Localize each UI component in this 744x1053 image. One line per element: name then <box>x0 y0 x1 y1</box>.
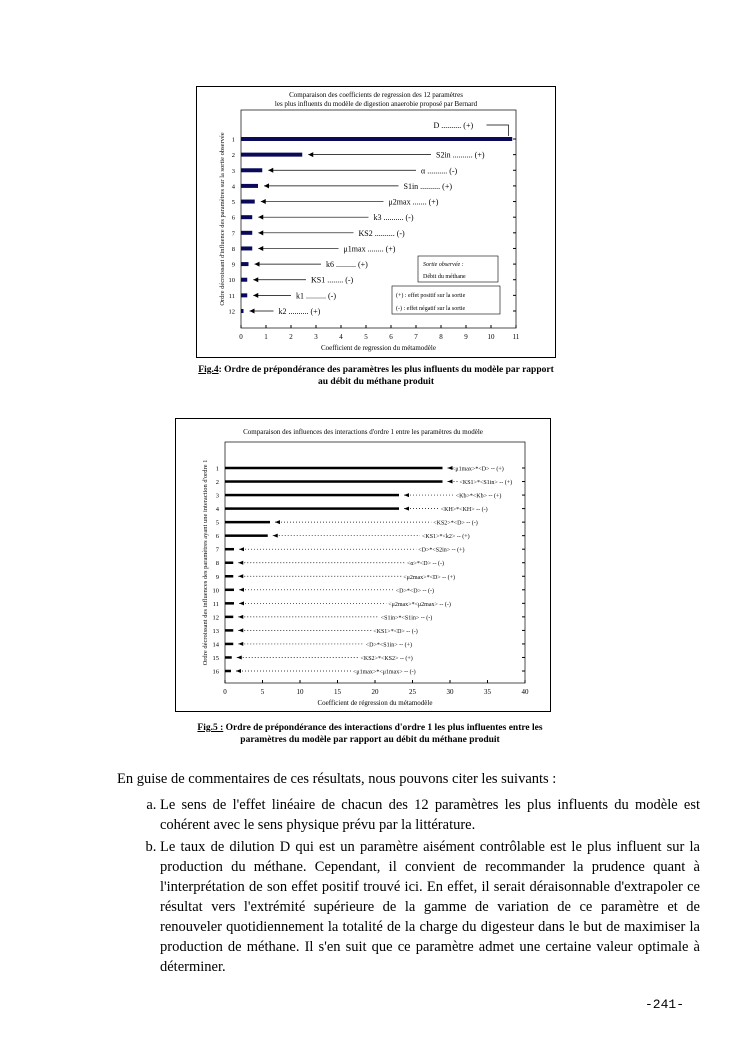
figure-4-chart <box>196 86 556 358</box>
bar <box>225 507 399 510</box>
bar-annotation: S1in .......... (+) <box>403 181 453 191</box>
y-tick-label: 2 <box>215 479 219 487</box>
bar-annotation: KS1 ........ (-) <box>311 275 354 285</box>
x-tick-label: 11 <box>512 333 520 341</box>
x-tick-label: 4 <box>339 333 343 341</box>
bar-annotation: <S1in>*<S1in> -- (-) <box>380 615 433 622</box>
bar-annotation: <μ1max>*<μ1max> -- (-) <box>353 669 416 676</box>
x-tick-label: 40 <box>521 688 529 696</box>
bar-annotation: α .......... (-) <box>421 166 458 176</box>
y-tick-label: 13 <box>212 627 219 635</box>
y-tick-label: 16 <box>212 668 219 676</box>
arrow-head <box>238 561 243 565</box>
bar-annotation: <α>*<D> -- (-) <box>407 561 445 568</box>
annotation-arrow <box>487 125 509 136</box>
fig5-label: Fig.5 : <box>197 723 224 733</box>
arrow-head <box>264 183 269 188</box>
bar <box>241 137 512 141</box>
x-tick-label: 2 <box>289 333 293 341</box>
y-tick-label: 12 <box>212 614 219 622</box>
bar-annotation: k1 .......... (-) <box>296 291 336 301</box>
x-tick-label: 20 <box>371 688 379 696</box>
legend-text: Sortie observée : <box>423 262 464 268</box>
y-tick-label: 3 <box>231 167 235 175</box>
bar <box>225 629 233 632</box>
arrow-head <box>250 309 255 314</box>
arrow-head <box>238 642 243 646</box>
arrow-head <box>239 588 244 592</box>
y-tick-label: 4 <box>231 183 235 191</box>
bar-annotation: <KS1>*<k2> -- (+) <box>422 534 470 541</box>
chart-title: Comparaison des influences des interactions d'ordre 1 entre les paramètres du modèle <box>243 428 483 436</box>
chart-frame <box>176 419 551 712</box>
bar <box>225 589 234 592</box>
bar <box>225 467 443 470</box>
arrow-head <box>268 168 273 173</box>
x-tick-label: 5 <box>260 688 265 696</box>
comment-list <box>117 795 700 979</box>
x-tick-label: 5 <box>364 333 368 341</box>
y-tick-label: 11 <box>212 600 219 608</box>
bar <box>241 262 249 266</box>
x-tick-label: 10 <box>296 688 304 696</box>
bar-annotation: <D>*<S2in> -- (+) <box>418 547 465 554</box>
bar <box>241 231 252 235</box>
y-tick-label: 2 <box>231 152 235 160</box>
y-tick-label: 8 <box>215 560 219 568</box>
bar <box>225 643 233 646</box>
arrow-head <box>308 152 313 157</box>
fig5-text: Ordre de prépondérance des interactions d'ordre 1 les plus influentes entre les paramètres du modèle par rapport au débit du méthane produit <box>223 723 543 745</box>
arrow-head <box>237 655 242 659</box>
y-tick-label: 15 <box>212 654 219 662</box>
bar <box>225 534 268 537</box>
arrow-head <box>258 230 263 235</box>
fig4-label: Fig.4 <box>198 365 219 375</box>
arrow-head <box>261 199 266 204</box>
bar <box>225 521 270 524</box>
bar <box>225 480 443 483</box>
y-tick-label: 14 <box>212 641 219 649</box>
y-tick-label: 6 <box>231 214 235 222</box>
arrow-head <box>404 507 409 511</box>
bar-annotation: <KS2>*<KS2> -- (+) <box>360 655 413 662</box>
y-tick-label: 5 <box>231 199 235 207</box>
bar-annotation: <KS1>*<D> -- (-) <box>373 628 418 635</box>
bar-annotation: μ1max ........ (+) <box>343 244 396 254</box>
bar-annotation: <μ2max>*<μ2max> -- (-) <box>388 601 451 608</box>
x-tick-label: 0 <box>239 333 243 341</box>
x-tick-label: 0 <box>223 688 227 696</box>
chart-title-line2: les plus influents du modèle de digestion anaerobie proposé par Bernard <box>274 100 478 108</box>
figure-5-caption <box>180 722 560 746</box>
arrow-head <box>255 262 260 267</box>
y-tick-label: 7 <box>215 546 219 554</box>
bar <box>225 494 399 497</box>
bar-annotation: <KS1>*<S1in> -- (+) <box>459 480 513 487</box>
arrow-head <box>253 293 258 298</box>
y-tick-label: 11 <box>228 292 235 300</box>
x-tick-label: 30 <box>446 688 454 696</box>
list-item: a. Le sens de l'effet linéaire de chacun des 12 paramètres les plus influents du modèle est cohérent avec le sens physique prévu par la littérature. <box>160 795 700 835</box>
arrow-head <box>448 480 453 484</box>
bar <box>241 246 252 250</box>
bar-annotation: k3 .......... (-) <box>373 213 414 223</box>
arrow-head <box>273 534 278 538</box>
bar <box>225 616 233 619</box>
x-tick-label: 8 <box>439 333 443 341</box>
bar-annotation: <KS2>*<D> -- (-) <box>433 520 478 527</box>
intro-paragraph: En guise de commentaires de ces résultats, nous pouvons citer les suivants : <box>117 771 557 787</box>
arrow-head <box>253 277 258 282</box>
bar-annotation: <D>*<S1in> -- (+) <box>365 642 412 649</box>
bar-annotation: <μ2max>*<D> -- (+) <box>403 574 456 581</box>
y-tick-label: 1 <box>215 465 219 473</box>
bar <box>225 656 232 659</box>
bar-annotation: <μ1max>*<D> -- (+) <box>452 466 504 473</box>
list-item: b. Le taux de dilution D qui est un paramètre aisément contrôlable est le plus influent sur la production du méthane. Cependant, il convient de recommander la prudence quant à l'interprétation de son effet positif trouvé ici. En effet, il serait déraisonnable d'extrapoler ce résultat vers l'extrémité supérieure de la gamme de variation de ce paramètre et de renouveler quotidiennement la totalité de la charge du digesteur dans le but de maximiser la production de méthane. Il s'en suit que ce paramètre admet une certaine valeur optimale à déterminer. <box>160 837 700 977</box>
y-tick-label: 12 <box>228 308 235 316</box>
y-tick-label: 10 <box>212 587 219 595</box>
arrow-head <box>258 215 263 220</box>
arrow-head <box>258 246 263 251</box>
bar <box>241 184 258 188</box>
x-tick-label: 25 <box>409 688 416 696</box>
page-number: -241- <box>645 997 685 1012</box>
legend-text: (-) : effet négatif sur la sortie <box>396 306 466 312</box>
y-tick-label: 9 <box>215 573 219 581</box>
x-tick-label: 3 <box>314 333 318 341</box>
x-axis-label: Coefficient de regression du métamodèle <box>321 344 436 352</box>
x-tick-label: 35 <box>484 688 491 696</box>
chart-title: Comparaison des coefficients de regression des 12 paramètres <box>289 91 463 99</box>
x-tick-label: 6 <box>389 333 393 341</box>
x-tick-label: 15 <box>334 688 341 696</box>
bar-annotation: <D>*<D> -- (-) <box>395 588 434 595</box>
arrow-head <box>275 520 280 524</box>
bar <box>225 561 233 564</box>
legend-text: Débit du méthane <box>423 274 466 280</box>
figure-5-chart <box>175 418 551 712</box>
bar <box>241 153 302 157</box>
y-tick-label: 8 <box>231 245 235 253</box>
y-axis-label: Ordre décroissant des influences des paramètres ayant une interaction d'ordre 1 <box>202 459 209 666</box>
bar <box>241 200 255 204</box>
y-tick-label: 9 <box>231 261 235 269</box>
arrow-head <box>236 669 241 673</box>
arrow-head <box>238 628 243 632</box>
x-tick-label: 9 <box>464 333 468 341</box>
bar-annotation: D .......... (+) <box>433 121 474 130</box>
x-axis-label: Coefficient de régression du métamodèle <box>317 699 433 707</box>
bar <box>241 215 252 219</box>
bar <box>225 575 233 578</box>
arrow-head <box>404 493 409 497</box>
bar-annotation: <KH>*<KH> -- (-) <box>440 507 488 514</box>
y-axis-label: Ordre décroissant d'influence des paramètres sur la sortie observée <box>219 132 226 306</box>
bar <box>241 168 262 172</box>
bar <box>225 602 234 605</box>
bar-annotation: μ2max ....... (+) <box>388 197 439 207</box>
y-tick-label: 1 <box>231 136 235 144</box>
arrow-head <box>238 615 243 619</box>
y-tick-label: 10 <box>228 277 235 285</box>
bar <box>225 548 234 551</box>
y-tick-label: 6 <box>215 533 219 541</box>
y-tick-label: 5 <box>215 519 219 527</box>
fig4-text: : Ordre de prépondérance des paramètres les plus influents du modèle par rapport au débit du méthane produit <box>218 365 554 387</box>
bar-annotation: k2 .......... (+) <box>278 307 321 316</box>
x-tick-label: 10 <box>487 333 495 341</box>
y-tick-label: 7 <box>231 230 235 238</box>
bar <box>241 309 244 313</box>
x-tick-label: 1 <box>264 333 268 341</box>
bar-annotation: k6 .......... (+) <box>326 260 368 270</box>
figure-4-caption <box>196 364 556 388</box>
arrow-head <box>238 574 243 578</box>
x-tick-label: 7 <box>414 333 418 341</box>
bar <box>241 293 247 297</box>
bar-annotation: S2in .......... (+) <box>436 150 485 160</box>
bar <box>241 278 247 282</box>
bar <box>225 670 231 673</box>
bar-annotation: <Kb>*<Kb> -- (+) <box>455 493 502 500</box>
arrow-head <box>239 601 244 605</box>
legend-text: (+) : effet positif sur la sortie <box>396 293 466 299</box>
y-tick-label: 4 <box>215 506 219 514</box>
bar-annotation: KS2 .......... (-) <box>358 228 405 238</box>
y-tick-label: 3 <box>215 492 219 500</box>
arrow-head <box>239 547 244 551</box>
